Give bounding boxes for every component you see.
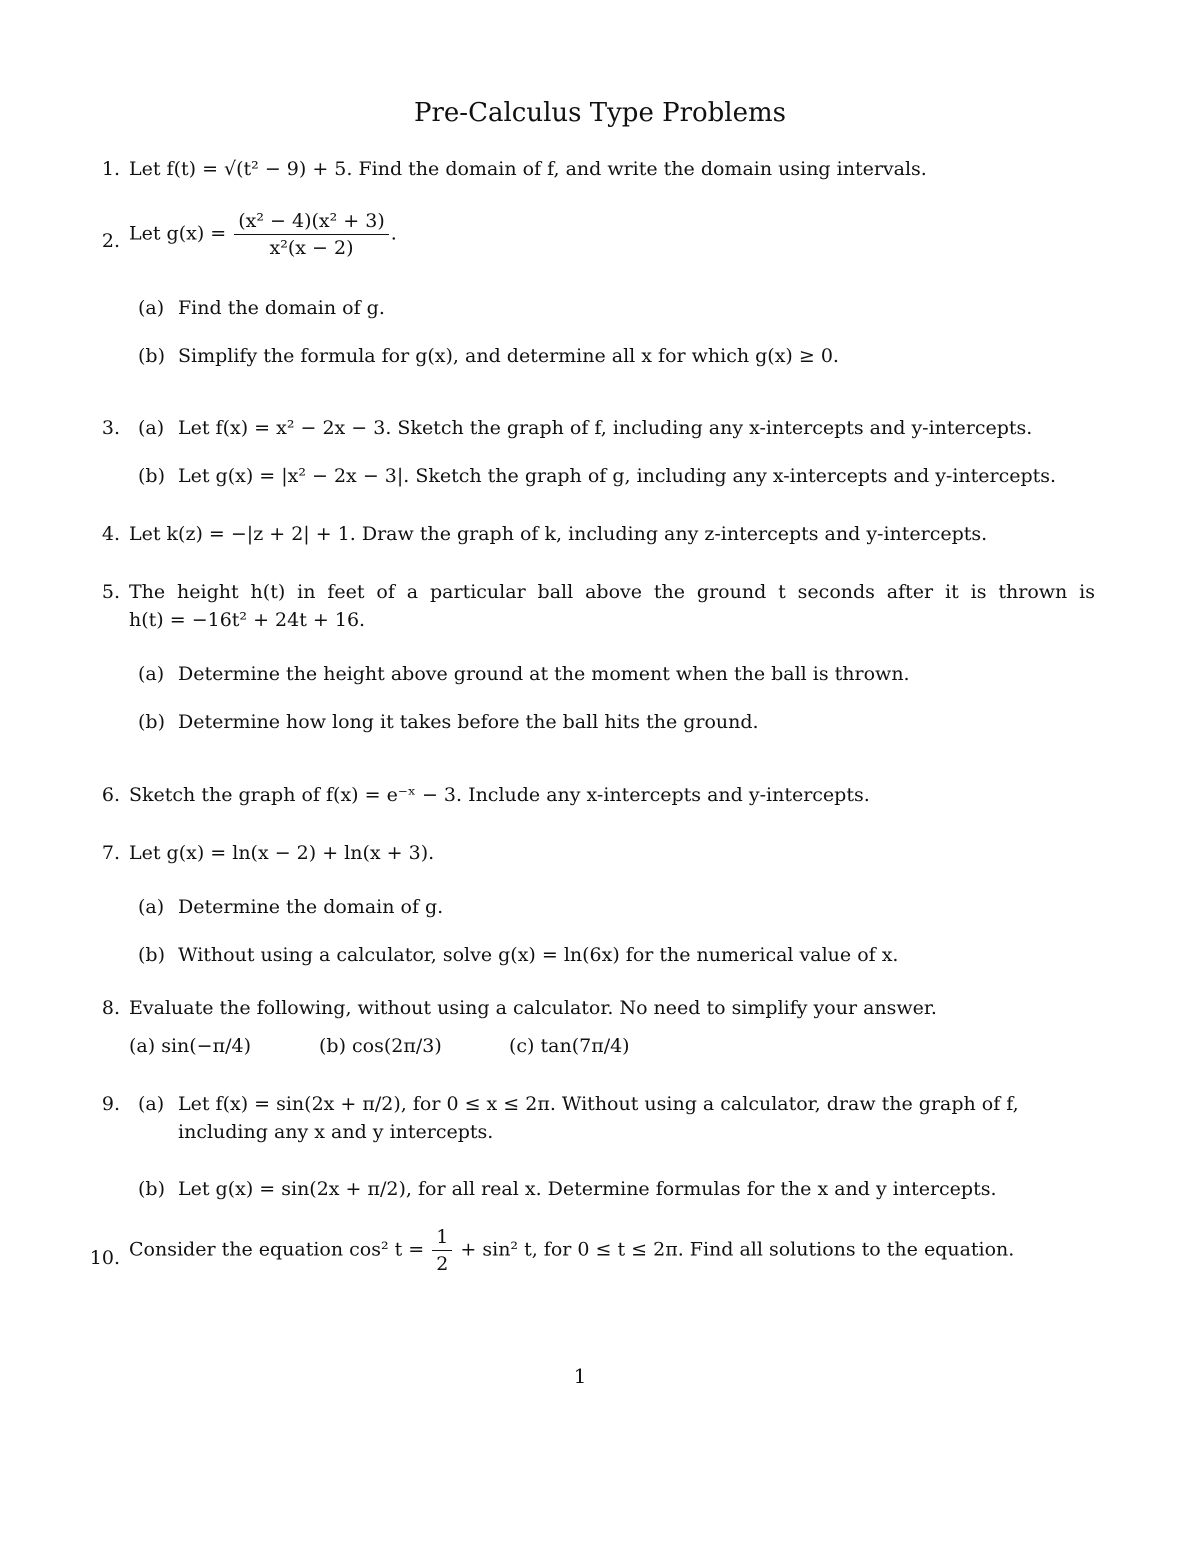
fraction [432, 1226, 452, 1275]
formula-tail: . [390, 222, 397, 245]
problem-text-line-2: h(t) = −16t² + 24t + 16. [129, 609, 366, 631]
problem-number: 2. [101, 230, 120, 252]
problem-text: Let f(t) = √(t² − 9) + 5. Find the domain of f, and write the domain using intervals. [129, 158, 927, 180]
part-label: (a) [138, 1093, 165, 1115]
fraction-numerator: 1 [432, 1226, 452, 1251]
part-text-continued: including any x and y intercepts. [178, 1121, 494, 1143]
fraction [234, 210, 389, 259]
fraction-denominator: x²(x − 2) [269, 237, 354, 259]
fraction-numerator: (x² − 4)(x² + 3) [234, 210, 389, 235]
problem-number: 3. [101, 417, 120, 439]
option-b: (b) cos(2π/3) [319, 1035, 442, 1057]
part-label: (a) [138, 663, 165, 685]
formula-lead: Consider the equation cos² t = [129, 1238, 425, 1261]
part-text: Determine how long it takes before the ball hits the ground. [178, 711, 759, 733]
part-label: (b) [138, 711, 165, 733]
problem-text-line-1: The height h(t) in feet of a particular ball above the ground t seconds after it is thrown is [129, 581, 1095, 603]
problem-number: 6. [101, 784, 120, 806]
part-text: Determine the height above ground at the moment when the ball is thrown. [178, 663, 910, 685]
part-label: (a) [138, 417, 165, 439]
part-label: (b) [138, 345, 165, 367]
part-text: Let f(x) = sin(2x + π/2), for 0 ≤ x ≤ 2π. Without using a calculator, draw the graph of f, [178, 1093, 1019, 1115]
problem-number: 9. [101, 1093, 120, 1115]
part-text: Let g(x) = |x² − 2x − 3|. Sketch the graph of g, including any x-intercepts and y-intercepts. [178, 465, 1057, 487]
problem-text: Let k(z) = −|z + 2| + 1. Draw the graph of k, including any z-intercepts and y-intercepts. [129, 523, 988, 545]
part-text: Simplify the formula for g(x), and determine all x for which g(x) ≥ 0. [178, 345, 839, 367]
part-text: Let f(x) = x² − 2x − 3. Sketch the graph of f, including any x-intercepts and y-intercepts. [178, 417, 1033, 439]
part-text: Let g(x) = sin(2x + π/2), for all real x. Determine formulas for the x and y intercepts. [178, 1178, 997, 1200]
part-text: Find the domain of g. [178, 297, 385, 319]
problem-number: 7. [101, 842, 120, 864]
problem-number: 10. [89, 1247, 120, 1269]
part-label: (b) [138, 944, 165, 966]
part-text: Determine the domain of g. [178, 896, 444, 918]
part-label: (b) [138, 1178, 165, 1200]
part-label: (a) [138, 896, 165, 918]
problem-text: Sketch the graph of f(x) = e⁻ˣ − 3. Include any x-intercepts and y-intercepts. [129, 784, 870, 806]
problem-number: 4. [101, 523, 120, 545]
option-a: (a) sin(−π/4) [129, 1035, 251, 1057]
problem-number: 8. [101, 997, 120, 1019]
problem-text: Evaluate the following, without using a calculator. No need to simplify your answer. [129, 997, 937, 1019]
option-c: (c) tan(7π/4) [509, 1035, 630, 1057]
document-title: Pre-Calculus Type Problems [413, 98, 787, 128]
part-label: (b) [138, 465, 165, 487]
formula-tail: + sin² t, for 0 ≤ t ≤ 2π. Find all solutions to the equation. [460, 1238, 1015, 1261]
part-label: (a) [138, 297, 165, 319]
problem-formula [129, 210, 397, 259]
problem-number: 5. [101, 581, 120, 603]
problem-formula [129, 1226, 1014, 1275]
formula-lead: Let g(x) = [129, 222, 227, 245]
problem-text: Let g(x) = ln(x − 2) + ln(x + 3). [129, 842, 435, 864]
fraction-denominator: 2 [436, 1253, 449, 1275]
part-text: Without using a calculator, solve g(x) = ln(6x) for the numerical value of x. [178, 944, 899, 966]
problem-number: 1. [101, 158, 120, 180]
page-number: 1 [573, 1364, 587, 1388]
